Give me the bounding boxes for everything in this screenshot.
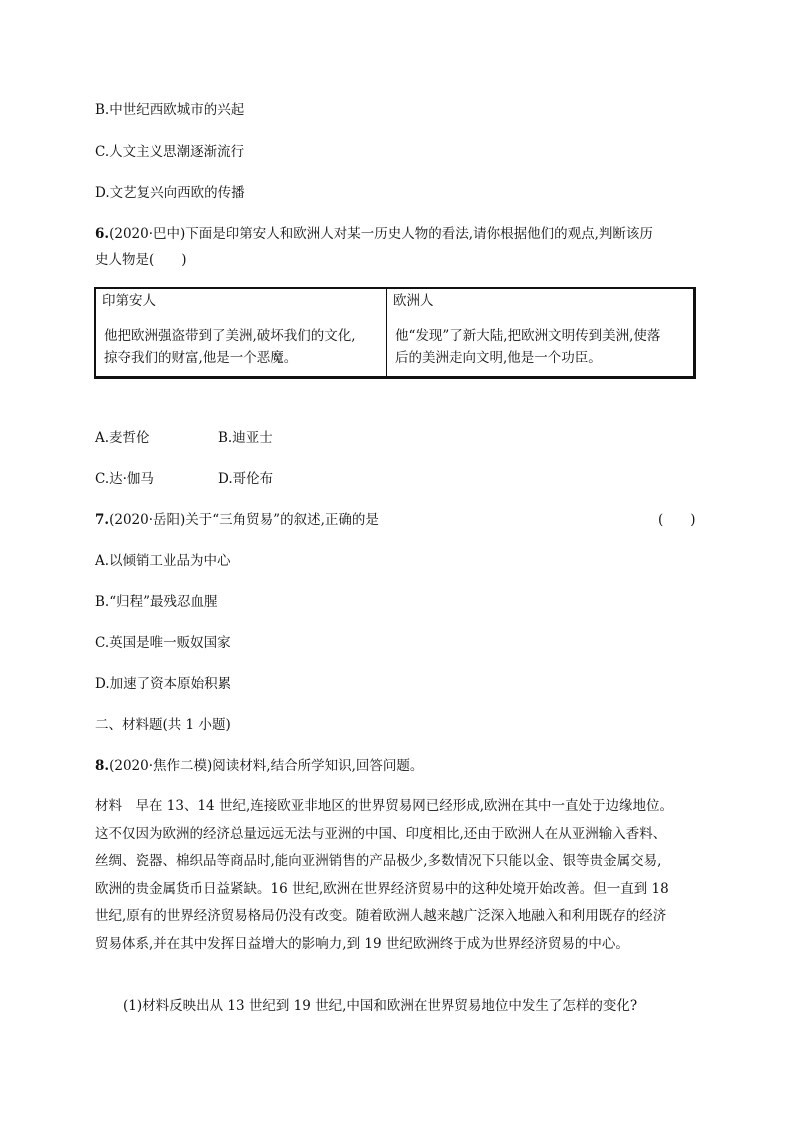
q7-option-d: D.加速了资本原始积累 bbox=[95, 676, 232, 692]
q6-table-indian-line2: 掠夺我们的财富,他是一个恶魔。 bbox=[104, 350, 298, 366]
q6-stem-line1 bbox=[95, 224, 653, 244]
q6-number: 6. bbox=[95, 226, 110, 242]
q6-option-b: B.迪亚士 bbox=[218, 430, 273, 446]
q7-number: 7. bbox=[95, 512, 110, 528]
q8-number: 8. bbox=[95, 758, 110, 774]
q5-option-b: B.中世纪西欧城市的兴起 bbox=[95, 102, 245, 118]
q6-table bbox=[94, 287, 696, 379]
q7-option-a: A.以倾销工业品为中心 bbox=[95, 553, 231, 569]
q6-table-header-european: 欧洲人 bbox=[393, 293, 434, 309]
q6-option-d: D.哥伦布 bbox=[218, 471, 274, 487]
q8-material-line: 贸易体系,并在其中发挥日益增大的影响力,到 19 世纪欧洲终于成为世界经济贸易的中心。 bbox=[95, 935, 629, 952]
q8-material-line: 材料 早在 13、14 世纪,连接欧亚非地区的世界贸易网已经形成,欧洲在其中一直处于边缘地位。 bbox=[95, 798, 674, 814]
q6-table-body-european bbox=[395, 325, 660, 369]
q8-material-line: 丝绸、瓷器、棉织品等商品时,能向亚洲销售的产品极少,多数情况下只能以金、银等贵金属交易, bbox=[95, 853, 662, 869]
q6-option-a: A.麦哲伦 bbox=[95, 430, 150, 446]
q7-stem-text: (2020·岳阳)关于“三角贸易”的叙述,正确的是 bbox=[109, 512, 379, 528]
q6-stem-line2: 史人物是( ) bbox=[95, 252, 187, 268]
q6-table-col-indian bbox=[96, 289, 387, 376]
q7-answer-paren: ( ) bbox=[658, 512, 696, 528]
q8-material bbox=[95, 793, 700, 958]
q6-table-indian-line1: 他把欧洲强盗带到了美洲,破坏我们的文化, bbox=[104, 328, 356, 344]
q6-table-european-line1: 他“发现”了新大陆,把欧洲文明传到美洲,使落 bbox=[395, 328, 661, 344]
q5-option-c: C.人文主义思潮逐渐流行 bbox=[95, 144, 245, 160]
q6-table-header-indian: 印第安人 bbox=[102, 293, 156, 309]
section-title: 二、材料题(共 1 小题) bbox=[95, 717, 231, 733]
q6-table-european-line2: 后的美洲走向文明,他是一个功臣。 bbox=[395, 350, 602, 366]
q5-option-d: D.文艺复兴向西欧的传播 bbox=[95, 185, 245, 201]
q6-option-c: C.达·伽马 bbox=[95, 471, 154, 487]
q6-stem-text: (2020·巴中)下面是印第安人和欧洲人对某一历史人物的看法,请你根据他们的观点,判断该历 bbox=[109, 226, 653, 242]
q8-stem-text: (2020·焦作二模)阅读材料,结合所学知识,回答问题。 bbox=[109, 758, 424, 774]
q6-table-col-european bbox=[387, 289, 693, 376]
q8-subquestion-1: (1)材料反映出从 13 世纪到 19 世纪,中国和欧洲在世界贸易地位中发生了怎样的变化? bbox=[123, 998, 638, 1014]
q7-option-c: C.英国是唯一贩奴国家 bbox=[95, 635, 231, 651]
q7-option-b: B.“归程”最残忍血腥 bbox=[95, 594, 218, 610]
q8-material-line: 欧洲的贵金属货币日益紧缺。16 世纪,欧洲在世界经济贸易中的这种处境开始改善。但一直到 18 bbox=[95, 880, 669, 897]
q8-material-line: 世纪,原有的世界经济贸易格局仍没有改变。随着欧洲人越来越广泛深入地融入和利用既存的经济 bbox=[95, 908, 667, 924]
q8-material-line: 这不仅因为欧洲的经济总量远远无法与亚洲的中国、印度相比,还由于欧洲人在从亚洲输入香料、 bbox=[95, 825, 667, 842]
q8-stem bbox=[95, 756, 423, 776]
q7-stem bbox=[95, 510, 379, 530]
q6-table-body-indian bbox=[104, 325, 356, 369]
